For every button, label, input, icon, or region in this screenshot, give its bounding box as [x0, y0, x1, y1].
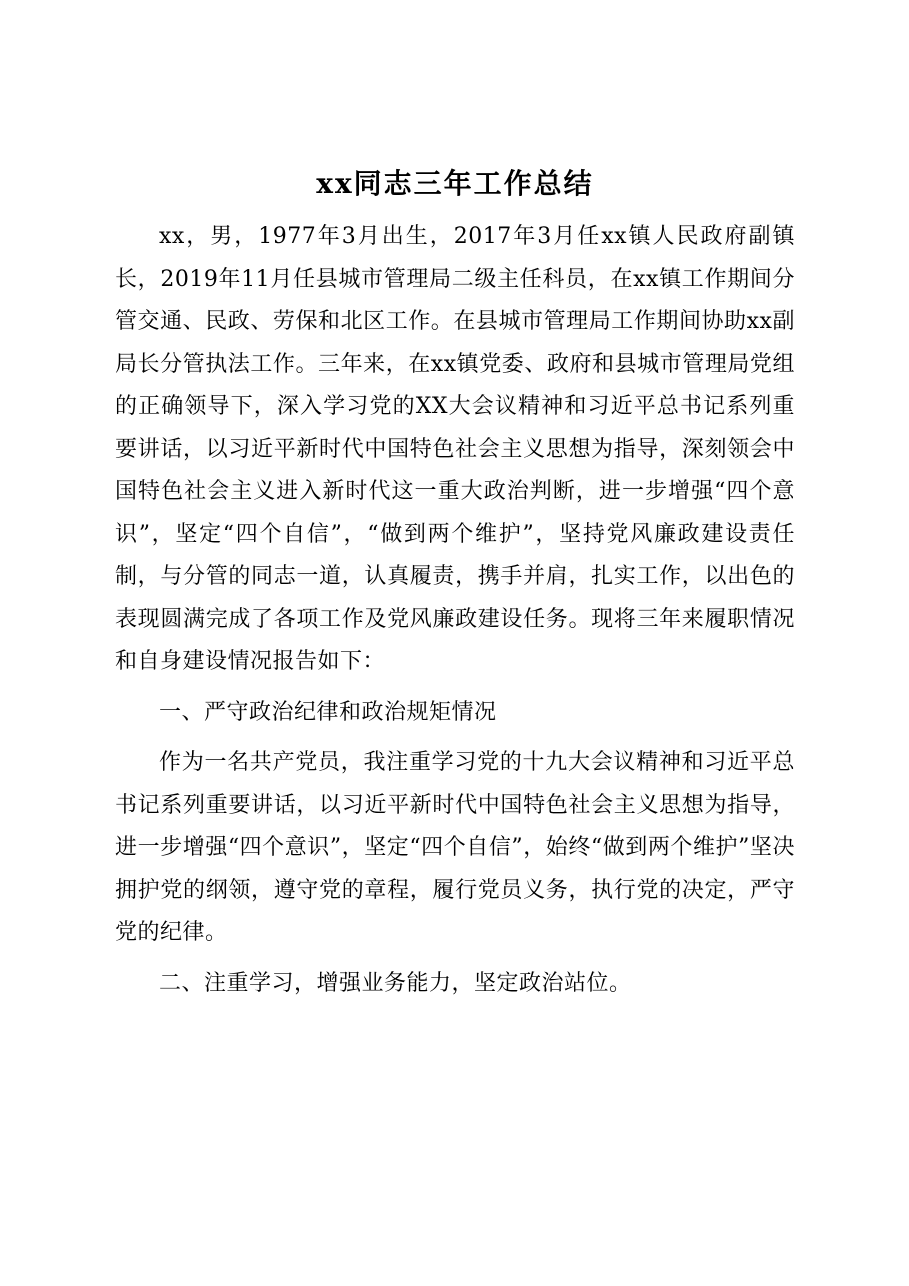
document-page — [115, 160, 795, 1005]
section-2-heading: 二、注重学习，增强业务能力，坚定政治站位。 — [159, 970, 632, 996]
spacer — [115, 734, 795, 742]
intro-paragraph: xx，男，1977年3月出生，2017年3月任xx镇人民政府副镇长，2019年11月任县城市管理局二级主任科员，在xx镇工作期间分管交通、民政、劳保和北区工作。在县城市管理局工作期间协助xx副局长分管执法工作。三年来，在xx镇党委、政府和县城市管理局党组的正确领导下，深入学习党的XX大会议精神和习近平总书记系列重要讲话，以习近平新时代中国特色社会主义思想为指导，深刻领会中国特色社会主义进入新时代这一重大政治判断，进一步增强“四个意识”，坚定“四个自信”，“做到两个维护”，坚持党风廉政建设责任制，与分管的同志一道，认真履责，携手并肩，扎实工作，以出色的表现圆满完成了各项工作及党风廉政建设任务。现将三年来履职情况和自身建设情况报告如下： — [115, 224, 795, 674]
document-title: xx同志三年工作总结 — [316, 167, 594, 200]
section-1-heading: 一、严守政治纪律和政治规矩情况 — [159, 699, 497, 725]
section-1-body: 作为一名共产党员，我注重学习党的十九大会议精神和习近平总书记系列重要讲话，以习近平新时代中国特色社会主义思想为指导，进一步增强“四个意识”，坚定“四个自信”，始终“做到两个维护”坚决拥护党的纲领，遵守党的章程，履行党员义务，执行党的决定，严守党的纪律。 — [115, 750, 795, 945]
spacer — [115, 955, 795, 963]
spacer — [115, 684, 795, 692]
